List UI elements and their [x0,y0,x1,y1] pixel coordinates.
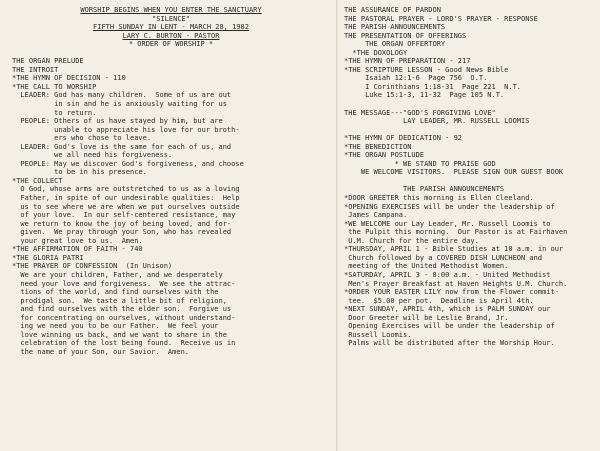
text-line: celebration of the lost being found. Receive us in [12,339,236,348]
header-line: "SILENCE" [152,14,190,23]
order-of-worship-list [12,49,330,357]
text-line: THE PARISH ANNOUNCEMENTS [344,23,446,32]
text-line: ing we need you to be our Father. We feel your [12,322,219,331]
text-line: Opening Exercises will be under the leadership of [344,322,555,331]
text-line: Luke 15:1-3, 11-32 Page 105 N.T. [344,91,505,100]
text-line: love winning us back, and we want to share in the [12,330,227,339]
text-line: Men's Prayer Breakfast at Haven Heights U.M. Church. [344,279,568,288]
text-line: Father, in spite of our undesirable qualities: Help [12,194,240,203]
text-line: *THE GLORIA PATRI [12,253,84,262]
text-line: PEOPLE: Others of us have stayed by him, but are [12,117,223,126]
text-line: Church followed by a COVERED DISH LUNCHEON and [344,253,543,262]
text-line: for concentrating on ourselves, without understand- [12,313,236,322]
text-line: we all need his forgiveness. [12,151,173,160]
text-line: in sin and he is anxiously waiting for us [12,100,227,109]
text-line: I Corinthians 1:18-31 Page 221 N.T. [344,82,522,91]
text-line: PEOPLE: May we discover God's forgiveness, and choose [12,159,244,168]
text-line: U.M. Church for the entire day. [344,236,479,245]
text-line: *THE COLLECT [12,176,63,185]
text-line: *THE HYMN OF PREPARATION - 217 [344,57,471,66]
text-line: Door Greeter will be Leslie Brand, Jr. [344,313,509,322]
text-line: THE ORGAN OFFERTORY [344,40,446,49]
header-line: LARY C. BURTON - PASTOR [122,31,220,40]
text-line: *DOOR GREETER this morning is Ellen Cleeland. [344,194,534,203]
text-line: Russell Loomis. [344,330,412,339]
text-line: THE PRESENTATION OF OFFERINGS [344,31,467,40]
text-line: your great love to us. Amen. [12,236,143,245]
text-line [344,100,596,109]
text-line [344,177,596,186]
text-line: *THE CALL TO WORSHIP [12,82,97,91]
text-line: *THE AFFIRMATION OF FAITH - 740 [12,245,143,254]
text-line: We are your children, Father, and we desperately [12,270,223,279]
text-line: ers who chose to leave. [12,134,152,143]
text-line: O God, whose arms are outstretched to us as a loving [12,185,240,194]
text-line: *THE PRAYER OF CONFESSION (In Unison) [12,262,173,271]
text-line: unable to appreciate his love for our broth- [12,125,240,134]
text-line: to be in his presence. [12,168,147,177]
text-line: *ORDER YOUR EASTER LILY now from the Flower commit- [344,288,559,297]
text-line [12,49,330,58]
text-line: us to see where we are when we put ourselves outside [12,202,240,211]
text-line: *NEXT SUNDAY, APRIL 4th, which is PALM SUNDAY our [344,305,551,314]
text-line: and find ourselves with the elder son. Forgive us [12,305,232,314]
text-line: LEADER: God has many children. Some of us are out [12,91,232,100]
text-line: LAY LEADER, MR. RUSSELL LOOMIS [344,117,530,126]
text-line: we return to know the joy of being loved, and for- [12,219,232,228]
text-line: the Pulpit this morning. Our Pastor is at Fairhaven [344,228,568,237]
text-line: *THE BENEDICTION [344,142,412,151]
left-page [12,6,330,356]
text-line: Isaiah 12:1-6 Page 756 O.T. [344,74,488,83]
text-line: * WE STAND TO PRAISE GOD [344,159,496,168]
text-line: tee. $5.00 per pot. Deadline is April 4th. [344,296,534,305]
text-line: *THE SCRIPTURE LESSON - Good News Bible [344,65,509,74]
page-fold [336,0,338,451]
text-line: tions of the world, and find ourselves with the [12,288,219,297]
text-line: need your love and forgiveness. We see the attrac- [12,279,236,288]
text-line: *WE WELCOME our Lay Leader, Mr. Russell Loomis to [344,219,551,228]
text-line: *THURSDAY, APRIL 1 - Bible Studies at 10 a.m. in our [344,245,564,254]
text-line: *SATURDAY, APRIL 3 - 8:00 a.m. - United Methodist [344,270,551,279]
text-line: prodigal son. We taste a little bit of religion, [12,296,227,305]
text-line: the name of your Son, our Savior. Amen. [12,347,190,356]
text-line: THE PARISH ANNOUNCEMENTS [344,185,505,194]
text-line: THE MESSAGE---"GOD'S FORGIVING LOVE" [344,108,496,117]
header-line: WORSHIP BEGINS WHEN YOU ENTER THE SANCTUARY [80,6,262,14]
header-line: * ORDER OF WORSHIP * [128,40,214,49]
text-line: *THE ORGAN POSTLUDE [344,151,425,160]
text-line: THE ORGAN PRELUDE [12,57,84,66]
text-line: *THE HYMN OF DECISION - 110 [12,74,126,83]
text-line [344,126,596,135]
text-line: James Campana. [344,211,408,220]
text-line: THE PASTORAL PRAYER - LORD'S PRAYER - RESPONSE [344,14,538,23]
text-line: given. We pray through your Son, who has revealed [12,228,232,237]
text-line: LEADER: God's love is the same for each of us, and [12,142,232,151]
text-line: THE INTROIT [12,65,59,74]
text-line: WE WELCOME VISITORS. PLEASE SIGN OUR GUEST BOOK [344,168,564,177]
service-and-announcements [344,6,596,348]
text-line: THE ASSURANCE OF PARDON [344,6,441,14]
header-line: FIFTH SUNDAY IN LENT - MARCH 28, 1982 [93,23,249,32]
right-page [344,6,596,348]
text-line: *THE DOXOLOGY [344,48,408,57]
text-line: Palms will be distributed after the Worship Hour. [344,339,555,348]
text-line: to return. [12,108,97,117]
text-line: of your love. In our self-centered resistance, may [12,211,236,220]
text-line: meeting of the United Methodist Women. [344,262,509,271]
text-line: *OPENING EXERCISES will be under the leadership of [344,202,555,211]
text-line: *THE HYMN OF DEDICATION - 92 [344,134,463,143]
